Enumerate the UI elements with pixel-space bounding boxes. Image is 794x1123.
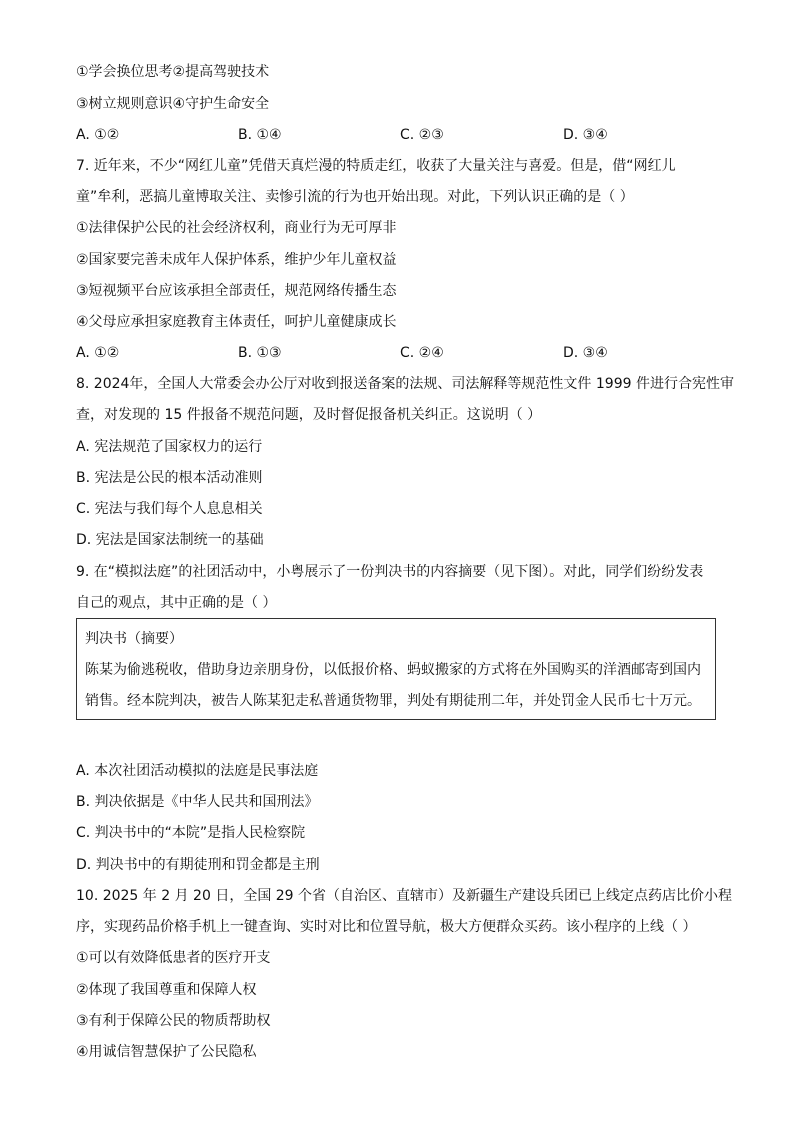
q7-statement-3: ③短视频平台应该承担全部责任，规范网络传播生态 (76, 283, 397, 299)
q6-options (76, 125, 636, 145)
q9-stem-line-1: 9. 在“模拟法庭”的社团活动中，小粤展示了一份判决书的内容摘要（见下图）。对此，同学们纷纷发表 (76, 564, 704, 580)
q6-option-d[interactable]: D. ③④ (563, 127, 608, 143)
q9-option-c[interactable]: C. 判决书中的“本院”是指人民检察院 (76, 825, 306, 841)
verdict-summary-box (76, 618, 716, 720)
q7-stem-line-1: 7. 近年来，不少“网红儿童”凭借天真烂漫的特质走红，收获了大量关注与喜爱。但是，借“网红儿 (76, 158, 676, 174)
q10-stem-line-2: 序，实现药品价格手机上一键查询、实时对比和位置导航，极大方便群众买药。该小程序的上线（ ） (76, 919, 697, 935)
q7-statement-1: ①法律保护公民的社会经济权利，商业行为无可厚非 (76, 220, 397, 236)
q8-option-b[interactable]: B. 宪法是公民的根本活动准则 (76, 470, 263, 486)
q10-statement-1: ①可以有效降低患者的医疗开支 (76, 950, 271, 966)
q6-option-b[interactable]: B. ①④ (238, 127, 282, 143)
verdict-box-line-1: 陈某为偷逃税收，借助身边亲朋身份，以低报价格、蚂蚁搬家的方式将在外国购买的洋酒邮寄到国内 (85, 662, 701, 678)
q8-option-c[interactable]: C. 宪法与我们每个人息息相关 (76, 501, 263, 517)
q6-option-c[interactable]: C. ②③ (400, 127, 444, 143)
q10-stem-line-1: 10. 2025 年 2 月 20 日，全国 29 个省（自治区、直辖市）及新疆生产建设兵团已上线定点药店比价小程 (76, 888, 733, 904)
q7-option-b[interactable]: B. ①③ (238, 345, 282, 361)
q7-option-d[interactable]: D. ③④ (563, 345, 608, 361)
q9-stem-line-2: 自己的观点，其中正确的是（ ） (76, 595, 277, 611)
q7-statement-4: ④父母应承担家庭教育主体责任，呵护儿童健康成长 (76, 314, 397, 330)
q7-option-a[interactable]: A. ①② (76, 345, 120, 361)
q9-option-a[interactable]: A. 本次社团活动模拟的法庭是民事法庭 (76, 763, 319, 779)
q8-stem-line-1: 8. 2024年，全国人大常委会办公厅对收到报送备案的法规、司法解释等规范性文件 1999 件进行合宪性审 (76, 376, 734, 392)
q10-statement-3: ③有利于保障公民的物质帮助权 (76, 1013, 271, 1029)
q6-statement-line-2: ③树立规则意识④守护生命安全 (76, 96, 270, 112)
q6-statement-line-1: ①学会换位思考②提高驾驶技术 (76, 64, 270, 80)
q7-statement-2: ②国家要完善未成年人保护体系，维护少年儿童权益 (76, 252, 397, 268)
verdict-box-title: 判决书（摘要） (85, 631, 183, 647)
q9-option-d[interactable]: D. 判决书中的有期徒刑和罚金都是主刑 (76, 857, 320, 873)
q8-stem-line-2: 查，对发现的 15 件报备不规范问题，及时督促报备机关纠正。这说明（ ） (76, 407, 542, 423)
q10-statement-4: ④用诚信智慧保护了公民隐私 (76, 1044, 257, 1060)
q10-statement-2: ②体现了我国尊重和保障人权 (76, 982, 257, 998)
q7-option-c[interactable]: C. ②④ (400, 345, 444, 361)
verdict-box-line-2: 销售。经本院判决，被告人陈某犯走私普通货物罪，判处有期徒刑二年，并处罚金人民币七十万元。 (85, 693, 701, 709)
q6-option-a[interactable]: A. ①② (76, 127, 120, 143)
q8-option-a[interactable]: A. 宪法规范了国家权力的运行 (76, 439, 263, 455)
q7-options (76, 343, 636, 363)
q9-option-b[interactable]: B. 判决依据是《中华人民共和国刑法》 (76, 794, 319, 810)
q8-option-d[interactable]: D. 宪法是国家法制统一的基础 (76, 532, 264, 548)
q7-stem-line-2: 童”牟利，恶搞儿童博取关注、卖惨引流的行为也开始出现。对此，下列认识正确的是（ ） (76, 189, 634, 205)
